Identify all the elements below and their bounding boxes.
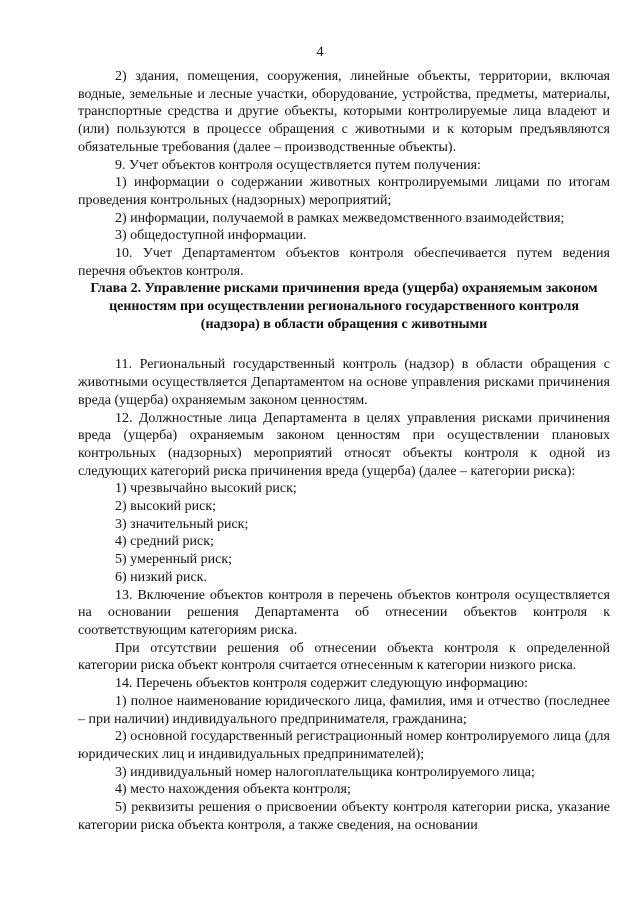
paragraph-14-item-2: 2) основной государственный регистрационный номер контролируемого лица (для юридических лиц и индивидуальных предпринимателей); bbox=[78, 729, 610, 762]
paragraph-14-item-5: 5) реквизиты решения о присвоении объекту контроля категории риска, указание категории риска объекта контроля, а также сведения, на основании bbox=[78, 800, 610, 833]
paragraph-14: 14. Перечень объектов контроля содержит следующую информацию: bbox=[115, 676, 528, 692]
paragraph-9: 9. Учет объектов контроля осуществляется путем получения: bbox=[115, 157, 481, 173]
paragraph-14-item-1: 1) полное наименование юридического лица, фамилия, имя и отчество (последнее – при наличии) индивидуального предпринимателя, гражданина; bbox=[78, 693, 610, 727]
paragraph-11: 11. Региональный государственный контроль (надзор) в области обращения с животными осуществляется Департаментом на основе управления рисками причинения вреда (ущерба) охраняемым законом ценностям. bbox=[78, 357, 610, 408]
paragraph-13: 13. Включение объектов контроля в перечень объектов контроля осуществляется на основании решения Департамента об отнесении объектов контроля к соответствующим категориям риска. bbox=[78, 587, 610, 638]
risk-category-5: 5) умеренный риск; bbox=[115, 552, 233, 568]
risk-category-3: 3) значительный риск; bbox=[115, 516, 249, 532]
paragraph-12: 12. Должностные лица Департамента в целях управления рисками причинения вреда (ущерба) охраняемым законом ценностям при осуществлении плановых контрольных (надзорных) мероприятий относят объекты контроля к одной из следующих категорий риска причинения вреда (ущерба) (далее – категории риска): bbox=[78, 410, 610, 479]
paragraph-production-objects: 2) здания, помещения, сооружения, линейные объекты, территории, включая водные, земельные и лесные участки, оборудование, устройства, предметы, материалы, транспортные средства и другие объекты, которыми контролируемые лица владеют и (или) пользуются в процессе обращения с животными и к которым предъявляются обязательные требования (далее – производственные объекты). bbox=[78, 69, 610, 155]
risk-category-2: 2) высокий риск; bbox=[115, 499, 217, 515]
risk-category-6: 6) низкий риск. bbox=[115, 569, 207, 585]
paragraph-9-item-3: 3) общедоступной информации. bbox=[115, 228, 307, 244]
document-body bbox=[78, 68, 610, 834]
paragraph-14-item-3: 3) индивидуальный номер налогоплательщика контролируемого лица; bbox=[115, 764, 535, 780]
paragraph-9-item-1: 1) информации о содержании животных контролируемыми лицами по итогам проведения контрольных (надзорных) мероприятий; bbox=[78, 175, 610, 208]
page-number: 4 bbox=[316, 44, 324, 60]
paragraph-10: 10. Учет Департаментом объектов контроля обеспечивается путем ведения перечня объектов контроля. bbox=[78, 246, 610, 279]
risk-category-1: 1) чрезвычайно высокий риск; bbox=[115, 481, 297, 497]
chapter-2-heading: Глава 2. Управление рисками причинения вреда (ущерба) охраняемым законом ценностям при осуществлении регионального государственного контроля (надзора) в области обращения с животными bbox=[90, 281, 598, 333]
paragraph-13-note: При отсутствии решения об отнесении объекта контроля к определенной категории риска объект контроля считается отнесенным к категории низкого риска. bbox=[78, 640, 610, 674]
paragraph-14-item-4: 4) место нахождения объекта контроля; bbox=[115, 782, 351, 798]
paragraph-9-item-2: 2) информации, получаемой в рамках межведомственного взаимодействия; bbox=[115, 210, 565, 226]
risk-category-4: 4) средний риск; bbox=[115, 534, 214, 550]
